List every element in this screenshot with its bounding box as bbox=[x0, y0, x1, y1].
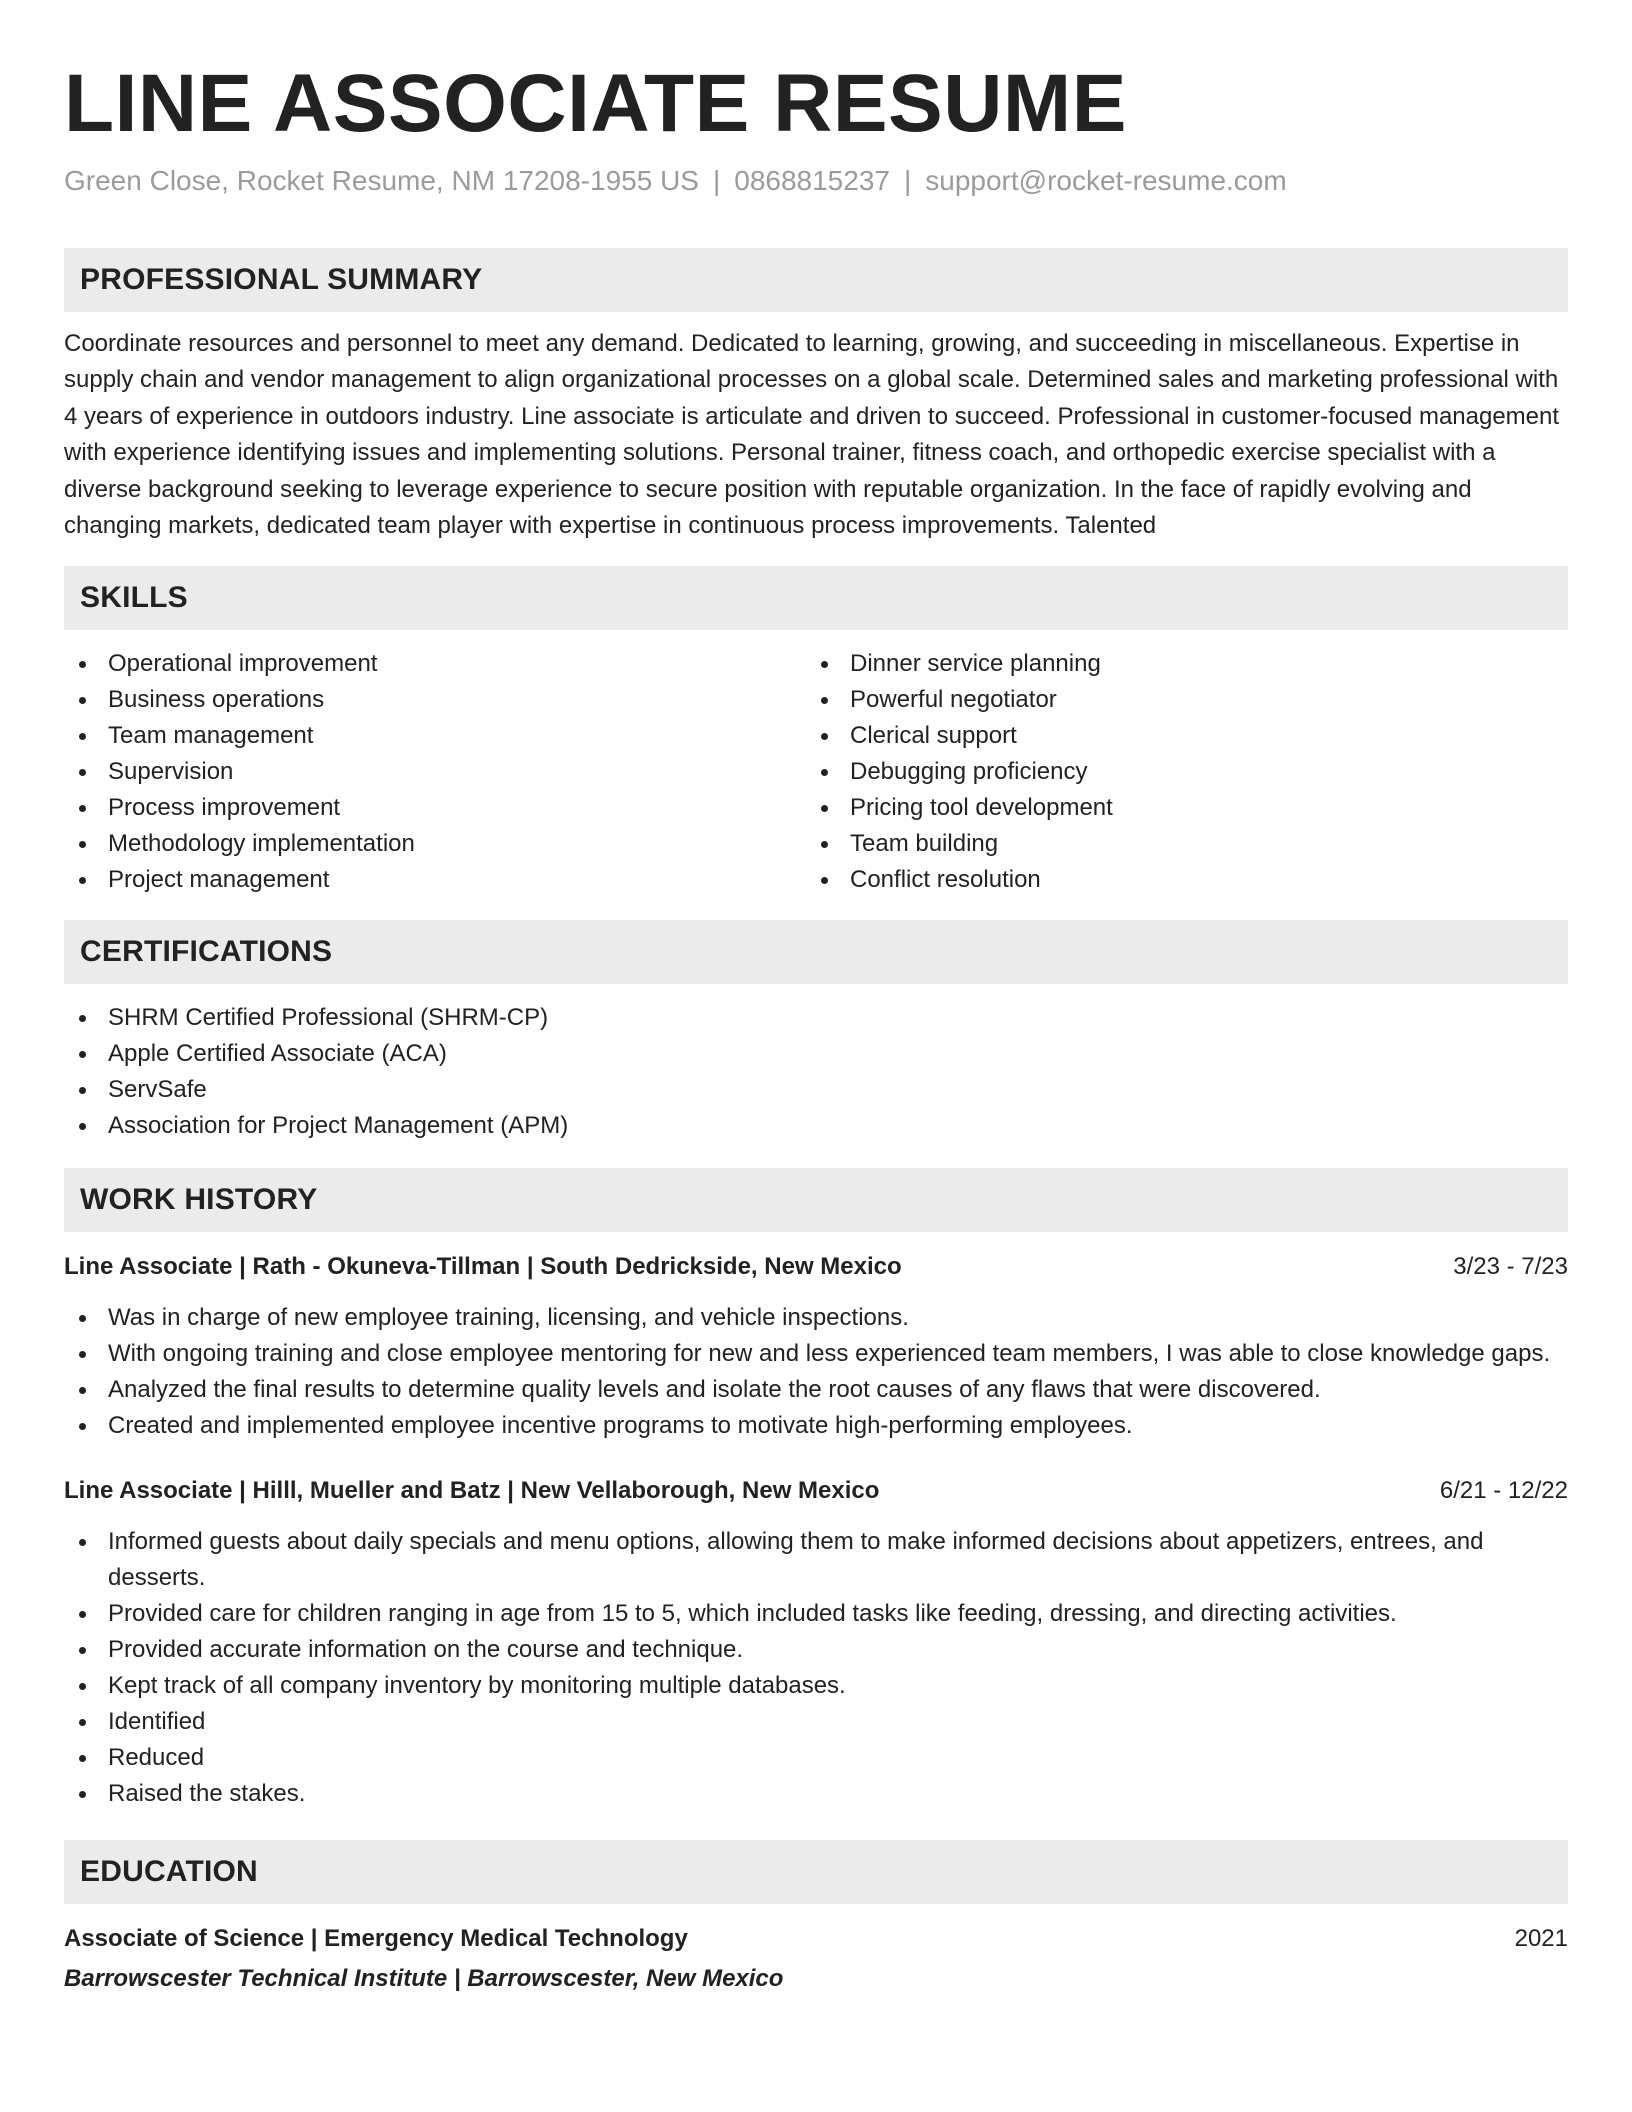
education-degree: Associate of Science | Emergency Medical Technology bbox=[64, 1925, 688, 1953]
contact-phone: 0868815237 bbox=[734, 165, 890, 196]
skill-item: Dinner service planning bbox=[806, 646, 1548, 682]
contact-address: Green Close, Rocket Resume, NM 17208-1955 US bbox=[64, 165, 699, 196]
job-bullet: Identified bbox=[64, 1704, 1568, 1740]
skill-item: Powerful negotiator bbox=[806, 682, 1548, 718]
contact-separator: | bbox=[712, 165, 721, 196]
skill-item: Clerical support bbox=[806, 718, 1548, 754]
certification-item: ServSafe bbox=[64, 1072, 1568, 1108]
skill-item: Team building bbox=[806, 826, 1548, 862]
skills-column-left bbox=[64, 646, 806, 898]
job-bullets bbox=[64, 1524, 1568, 1812]
resume-title: LINE ASSOCIATE RESUME bbox=[64, 58, 1127, 149]
skills-grid bbox=[64, 646, 1568, 898]
education-school: Barrowscester Technical Institute | Barrowscester, New Mexico bbox=[64, 1965, 784, 1993]
skill-item: Supervision bbox=[64, 754, 806, 790]
skill-item: Debugging proficiency bbox=[806, 754, 1548, 790]
section-header-summary: PROFESSIONAL SUMMARY bbox=[64, 248, 1568, 312]
certifications-list bbox=[64, 1000, 1568, 1144]
certification-item: Apple Certified Associate (ACA) bbox=[64, 1036, 1568, 1072]
job-dates: 3/23 - 7/23 bbox=[1453, 1253, 1568, 1281]
job-bullet: Reduced bbox=[64, 1740, 1568, 1776]
section-header-skills: SKILLS bbox=[64, 566, 1568, 630]
job-bullet: Provided accurate information on the course and technique. bbox=[64, 1632, 1568, 1668]
certification-item: Association for Project Management (APM) bbox=[64, 1108, 1568, 1144]
education-header bbox=[64, 1922, 1568, 1956]
skill-item: Operational improvement bbox=[64, 646, 806, 682]
job-bullet: Analyzed the final results to determine quality levels and isolate the root causes of any flaws that were discovered. bbox=[64, 1372, 1568, 1408]
skill-item: Pricing tool development bbox=[806, 790, 1548, 826]
job-bullet: Kept track of all company inventory by monitoring multiple databases. bbox=[64, 1668, 1568, 1704]
skill-item: Business operations bbox=[64, 682, 806, 718]
job-title: Line Associate | Rath - Okuneva-Tillman | South Dedrickside, New Mexico bbox=[64, 1253, 902, 1281]
contact-line bbox=[64, 164, 1568, 198]
job-bullet: Informed guests about daily specials and menu options, allowing them to make informed decisions about appetizers, entrees, and desserts. bbox=[64, 1524, 1568, 1596]
skill-item: Methodology implementation bbox=[64, 826, 806, 862]
job-header bbox=[64, 1250, 1568, 1284]
skill-item: Team management bbox=[64, 718, 806, 754]
section-header-work-history: WORK HISTORY bbox=[64, 1168, 1568, 1232]
education-year: 2021 bbox=[1514, 1925, 1568, 1953]
section-header-education: EDUCATION bbox=[64, 1840, 1568, 1904]
skill-item: Project management bbox=[64, 862, 806, 898]
skills-column-right bbox=[806, 646, 1548, 898]
job-bullets bbox=[64, 1300, 1568, 1444]
section-header-certifications: CERTIFICATIONS bbox=[64, 920, 1568, 984]
contact-separator: | bbox=[903, 165, 912, 196]
contact-email: support@rocket-resume.com bbox=[925, 165, 1287, 196]
job-bullet: Raised the stakes. bbox=[64, 1776, 1568, 1812]
job-dates: 6/21 - 12/22 bbox=[1439, 1477, 1568, 1505]
job-bullet: Created and implemented employee incentive programs to motivate high-performing employees. bbox=[64, 1408, 1568, 1444]
job-bullet: Was in charge of new employee training, licensing, and vehicle inspections. bbox=[64, 1300, 1568, 1336]
job-entry bbox=[64, 1250, 1568, 1444]
skill-item: Process improvement bbox=[64, 790, 806, 826]
certification-item: SHRM Certified Professional (SHRM-CP) bbox=[64, 1000, 1568, 1036]
job-entry bbox=[64, 1474, 1568, 1812]
education-entry bbox=[64, 1922, 1568, 1996]
resume-page bbox=[64, 0, 1568, 1996]
job-title: Line Associate | Hilll, Mueller and Batz | New Vellaborough, New Mexico bbox=[64, 1477, 880, 1505]
job-header bbox=[64, 1474, 1568, 1508]
skill-item: Conflict resolution bbox=[806, 862, 1548, 898]
job-bullet: With ongoing training and close employee mentoring for new and less experienced team members, I was able to close knowledge gaps. bbox=[64, 1336, 1568, 1372]
summary-text: Coordinate resources and personnel to meet any demand. Dedicated to learning, growing, and succeeding in miscellaneous. Expertise in supply chain and vendor management to align organizational processes on a global scale. Determined sales and marketing professional with 4 years of experience in outdoors industry. Line associate is articulate and driven to succeed. Professional in customer-focused management with experience identifying issues and implementing solutions. Personal trainer, fitness coach, and orthopedic exercise specialist with a diverse background seeking to leverage experience to secure position with reputable organization. In the face of rapidly evolving and changing markets, dedicated team player with expertise in continuous process improvements. Talented bbox=[64, 330, 1560, 540]
job-bullet: Provided care for children ranging in age from 15 to 5, which included tasks like feeding, dressing, and directing activities. bbox=[64, 1596, 1568, 1632]
